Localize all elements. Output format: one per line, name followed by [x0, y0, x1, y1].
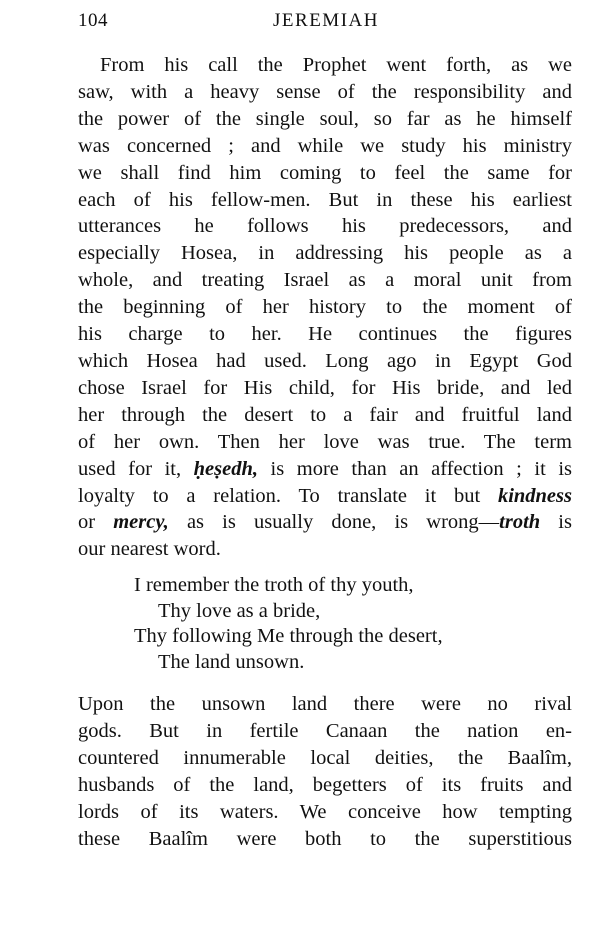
text-run: loyalty to a relation. To translate it but — [78, 484, 498, 507]
text-run: is — [540, 511, 572, 534]
italic-term: troth — [499, 511, 541, 534]
verse-quotation — [134, 573, 554, 675]
paragraph-line: whole, and treating Israel as a moral unit from — [78, 269, 572, 292]
paragraph-line: lords of its waters. We conceive how tempting — [78, 800, 572, 823]
paragraph-line: these Baalîm were both to the superstitious — [78, 827, 572, 850]
verse-line: Thy following Me through the desert, — [134, 625, 443, 647]
paragraph-line — [78, 483, 572, 510]
verse-line: The land unsown. — [158, 650, 305, 673]
paragraph-line: chose Israel for His child, for His bride, and led — [78, 376, 572, 399]
paragraph-line: her through the desert to a fair and fruitful land — [78, 403, 572, 426]
paragraph-line: his charge to her. He continues the figures — [78, 323, 572, 346]
paragraph-line: gods. But in fertile Canaan the nation en- — [78, 719, 572, 742]
running-title: JEREMIAH — [273, 10, 379, 31]
paragraph-2 — [78, 691, 572, 852]
paragraph-line: Upon the unsown land there were no rival — [78, 693, 572, 715]
paragraph-line — [78, 509, 572, 536]
text-run: as is usually done, is wrong— — [168, 511, 500, 534]
text-run: is more than an affection ; it is — [257, 457, 572, 480]
hebrew-term: ḥeṣedh, — [193, 457, 258, 480]
verse-line: I remember the troth of thy youth, — [134, 574, 414, 596]
paragraph-line: utterances he follows his predecessors, and — [78, 215, 572, 238]
paragraph-line: of her own. Then her love was true. The term — [78, 430, 572, 453]
paragraph-line: the power of the single soul, so far as he himself — [78, 107, 572, 130]
paragraph-line: the beginning of her history to the moment of — [78, 296, 572, 319]
paragraph-line: From his call the Prophet went forth, as we — [100, 54, 572, 76]
paragraph-line: husbands of the land, begetters of its fruits and — [78, 773, 572, 796]
paragraph-line: which Hosea had used. Long ago in Egypt God — [78, 349, 572, 372]
paragraph-line: our nearest word. — [78, 538, 221, 561]
text-run: or — [78, 511, 114, 534]
paragraph-line: each of his fellow-men. But in these his earliest — [78, 188, 572, 211]
paragraph-1 — [78, 52, 572, 563]
paragraph-line: we shall find him coming to feel the same for — [78, 161, 572, 184]
page-header — [78, 10, 574, 36]
italic-term: mercy, — [113, 511, 169, 534]
italic-term: kindness — [497, 484, 572, 507]
paragraph-line: especially Hosea, in addressing his people as a — [78, 242, 572, 265]
paragraph-line — [78, 456, 572, 483]
page-number: 104 — [78, 10, 108, 31]
text-run: used for it, — [78, 457, 194, 480]
verse-line: Thy love as a bride, — [158, 599, 321, 622]
paragraph-line: was concerned ; and while we study his ministry — [78, 134, 572, 157]
paragraph-line: saw, with a heavy sense of the responsibility and — [78, 80, 572, 103]
paragraph-line: countered innumerable local deities, the Baalîm, — [78, 746, 572, 769]
